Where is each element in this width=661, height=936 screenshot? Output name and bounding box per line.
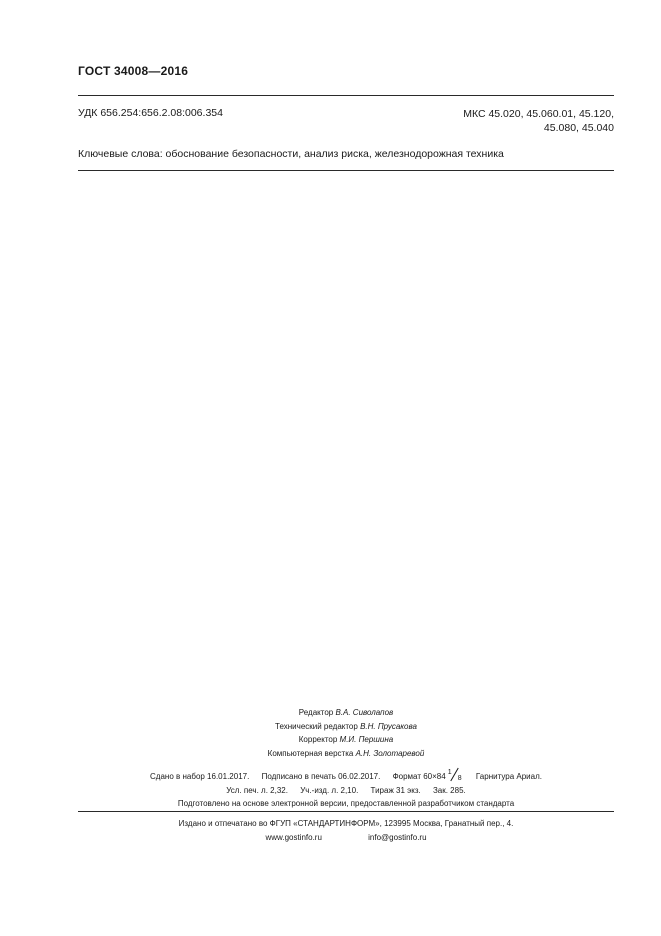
credit-tech-editor — [78, 720, 614, 734]
keywords-divider — [78, 170, 614, 171]
credit-person: А.Н. Золотаревой — [355, 748, 425, 758]
order-number: Зак. 285. — [432, 785, 466, 795]
imprint-row-3 — [78, 797, 614, 811]
credit-role: Технический редактор — [275, 721, 358, 731]
imprint-row-1 — [78, 769, 614, 784]
credit-proofreader — [78, 733, 614, 747]
paper-format — [392, 769, 464, 782]
keywords: Ключевые слова: обоснование безопасности, анализ риска, железнодорожная техника — [78, 148, 504, 160]
mks-line-2: 45.080, 45.040 — [543, 122, 614, 134]
imprint-block — [78, 769, 614, 811]
format-label: Формат 60×84 — [392, 772, 446, 781]
website-link[interactable]: www.gostinfo.ru — [265, 833, 322, 842]
publisher-line: Издано и отпечатано во ФГУП «СТАНДАРТИНФОРМ», 123995 Москва, Гранатный пер., 4. — [178, 819, 514, 828]
format-numerator: 1 — [447, 769, 452, 776]
credit-role: Корректор — [298, 735, 338, 744]
publisher-divider — [78, 811, 614, 812]
credit-person: М.И. Першина — [339, 735, 394, 744]
publisher-contacts — [78, 831, 614, 845]
imprint-row-2 — [78, 784, 614, 798]
mks-codes — [463, 107, 614, 135]
document-code: ГОСТ 34008—2016 — [78, 64, 189, 78]
prepared-note: Подготовлено на основе электронной версии, предоставленной разработчиком стандарта — [177, 799, 515, 808]
print-sheets: Усл. печ. л. 2,32. — [226, 785, 288, 795]
credit-person: В.Н. Прусакова — [360, 721, 417, 731]
signed-date: Подписано в печать 06.02.2017. — [261, 772, 381, 781]
email-link[interactable]: info@gostinfo.ru — [368, 833, 427, 842]
typeface: Гарнитура Ариал. — [475, 772, 542, 781]
credit-editor — [78, 706, 614, 720]
credit-role: Компьютерная верстка — [267, 748, 354, 758]
mks-line-1: МКС 45.020, 45.060.01, 45.120, — [463, 108, 614, 120]
print-run: Тираж 31 экз. — [370, 785, 421, 795]
publisher-block — [78, 817, 614, 845]
credit-role: Редактор — [298, 708, 334, 717]
top-divider — [78, 95, 614, 96]
credits-block — [78, 706, 614, 760]
credit-layout — [78, 747, 614, 761]
format-denominator: 8 — [457, 774, 462, 782]
publisher-sheets: Уч.-изд. л. 2,10. — [300, 785, 359, 795]
credit-person: В.А. Сиволапов — [335, 708, 394, 717]
submitted-date: Сдано в набор 16.01.2017. — [150, 772, 250, 781]
udk-code: УДК 656.254:656.2.08:006.354 — [78, 107, 223, 119]
format-fraction — [448, 769, 462, 781]
